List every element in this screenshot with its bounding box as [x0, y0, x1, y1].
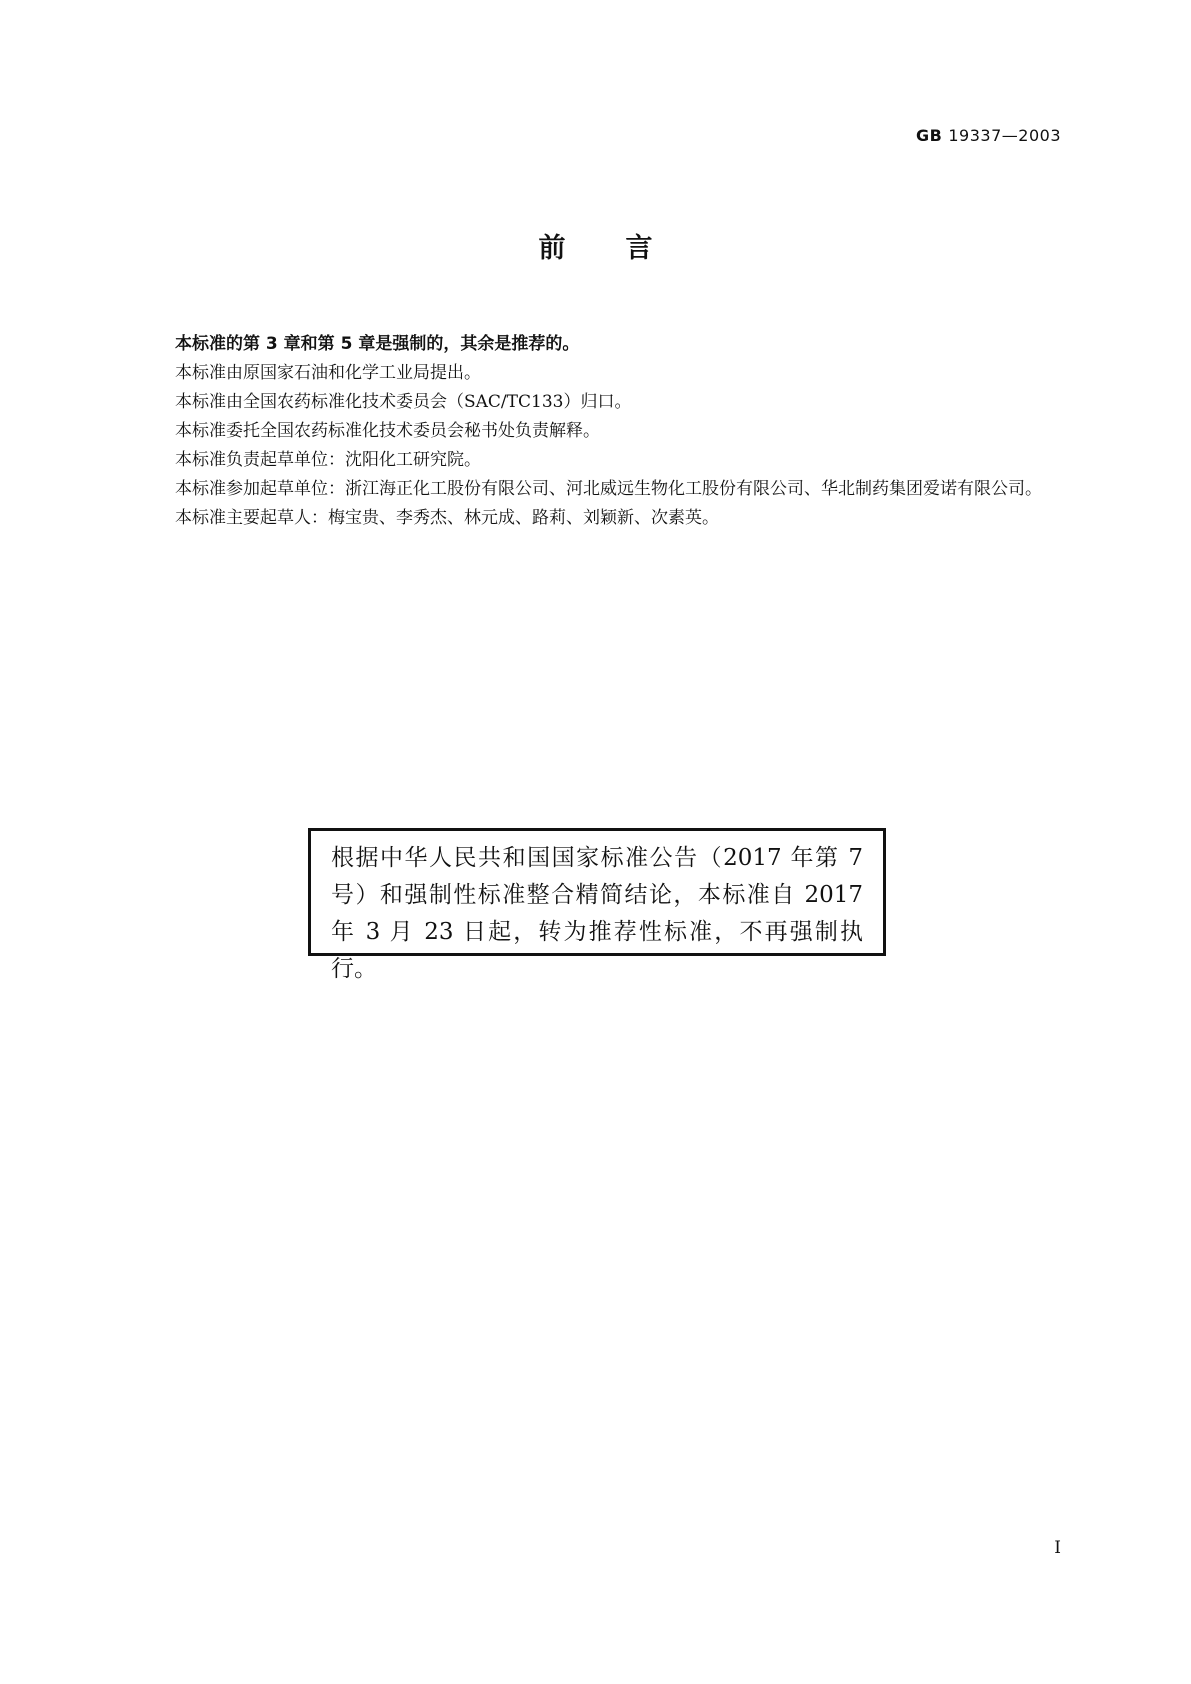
notice-box: 根据中华人民共和国国家标准公告（2017 年第 7 号）和强制性标准整合精简结论，本标准自 2017 年 3 月 23 日起，转为推荐性标准，不再强制执行。	[308, 828, 886, 956]
standard-number	[916, 126, 1061, 145]
standard-prefix: GB	[916, 126, 943, 145]
paragraph-technical-committee: 本标准由全国农药标准化技术委员会（SAC/TC133）归口。	[175, 392, 632, 412]
paragraph-mandatory-clause: 本标准的第 3 章和第 5 章是强制的，其余是推荐的。	[175, 334, 580, 354]
page-number: I	[1054, 1538, 1061, 1558]
paragraph-proposer: 本标准由原国家石油和化学工业局提出。	[175, 363, 481, 383]
standard-code: 19337—2003	[948, 126, 1061, 145]
paragraph-drafting-unit: 本标准负责起草单位：沈阳化工研究院。	[175, 450, 481, 470]
foreword-body	[130, 330, 1060, 533]
paragraph-participating-units: 本标准参加起草单位：浙江海正化工股份有限公司、河北威远生物化工股份有限公司、华北制药集团爱诺有限公司。	[175, 479, 1042, 499]
page-title: 前言	[538, 233, 713, 264]
paragraph-drafters: 本标准主要起草人：梅宝贵、李秀杰、林元成、路莉、刘颖新、次素英。	[175, 508, 719, 528]
paragraph-interpretation: 本标准委托全国农药标准化技术委员会秘书处负责解释。	[175, 421, 600, 441]
